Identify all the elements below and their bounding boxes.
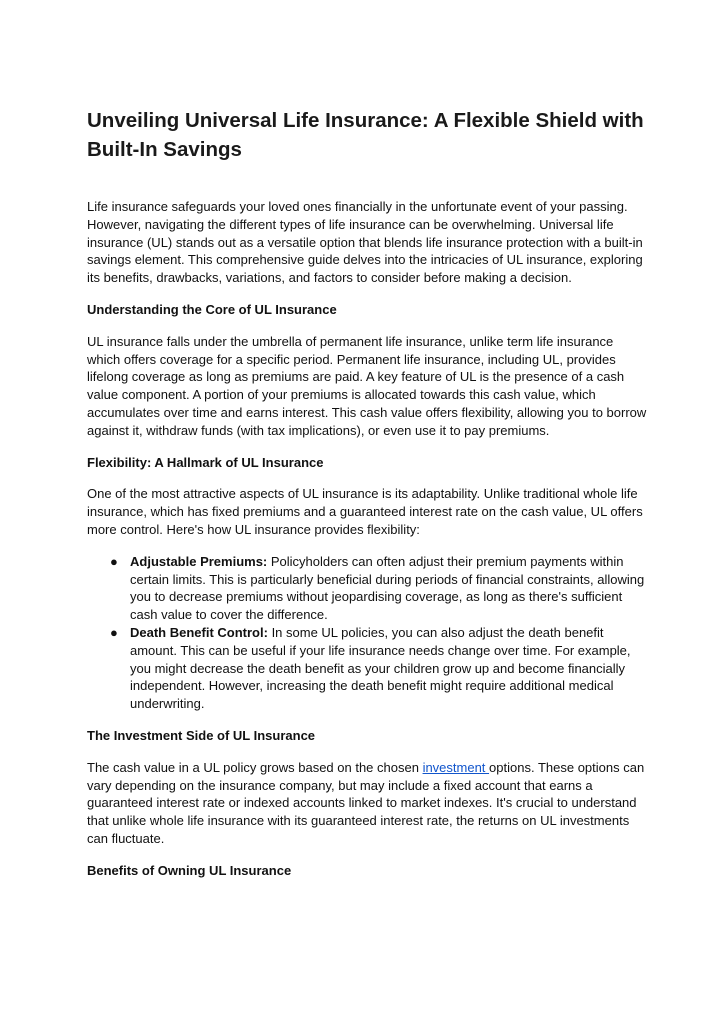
list-item bbox=[87, 624, 647, 713]
document-page bbox=[87, 106, 647, 880]
section-body-investment bbox=[87, 759, 647, 848]
bullet-text: Policyholders can often adjust their premium payments within certain limits. This is particularly beneficial during periods of financial constraints, allowing you to decrease premiums without jeopardising coverage, as long as there's sufficient cash value to cover the difference. bbox=[130, 553, 645, 623]
bullet-text: In some UL policies, you can also adjust the death benefit amount. This can be useful if your life insurance needs change over time. For example, you might decrease the death benefit as your children grow up and become financially independent. However, increasing the death benefit might require additional medical underwriting. bbox=[130, 624, 631, 712]
bullet-icon: ● bbox=[110, 553, 118, 569]
bullet-label: Adjustable Premiums: bbox=[130, 553, 268, 569]
bullet-label: Death Benefit Control: bbox=[130, 624, 268, 640]
bullet-icon: ● bbox=[110, 624, 118, 640]
section-heading-core: Understanding the Core of UL Insurance bbox=[87, 301, 337, 317]
flexibility-bullet-list bbox=[87, 553, 647, 713]
section-heading-flexibility: Flexibility: A Hallmark of UL Insurance bbox=[87, 454, 324, 470]
intro-paragraph: Life insurance safeguards your loved ones financially in the unfortunate event of your passing. However, navigating the different types of life insurance can be overwhelming. Universal life insurance (UL) stands out as a versatile option that blends life insurance protection with a built-in savings element. This comprehensive guide delves into the intricacies of UL insurance, exploring its benefits, drawbacks, variations, and factors to consider before making a decision. bbox=[87, 199, 643, 286]
investment-link[interactable]: investment bbox=[422, 759, 490, 775]
investment-text-before-link: The cash value in a UL policy grows based on the chosen bbox=[87, 759, 423, 775]
document-title: Unveiling Universal Life Insurance: A Flexible Shield with Built-In Savings bbox=[87, 109, 644, 161]
section-heading-investment: The Investment Side of UL Insurance bbox=[87, 727, 316, 743]
section-body-flexibility: One of the most attractive aspects of UL insurance is its adaptability. Unlike traditional whole life insurance, which has fixed premiums and a guaranteed interest rate on the cash value, UL offers more control. Here's how UL insurance provides flexibility: bbox=[87, 486, 643, 537]
investment-text-after-link: options. These options can vary depending on the insurance company, but may include a fixed account that earns a guaranteed interest rate or indexed accounts linked to market indexes. It's crucial to understand that unlike whole life insurance with its guaranteed interest rate, the returns on UL investments can fluctuate. bbox=[87, 759, 645, 846]
list-item bbox=[87, 553, 647, 624]
section-body-core: UL insurance falls under the umbrella of permanent life insurance, unlike term life insurance which offers coverage for a specific period. Permanent life insurance, including UL, provides lifelong coverage as long as premiums are paid. A key feature of UL is the presence of a cash value component. A portion of your premiums is allocated towards this cash value, which accumulates over time and earns interest. This cash value offers flexibility, allowing you to borrow against it, withdraw funds (with tax implications), or even use it to pay premiums. bbox=[87, 333, 647, 438]
section-heading-benefits: Benefits of Owning UL Insurance bbox=[87, 862, 292, 878]
